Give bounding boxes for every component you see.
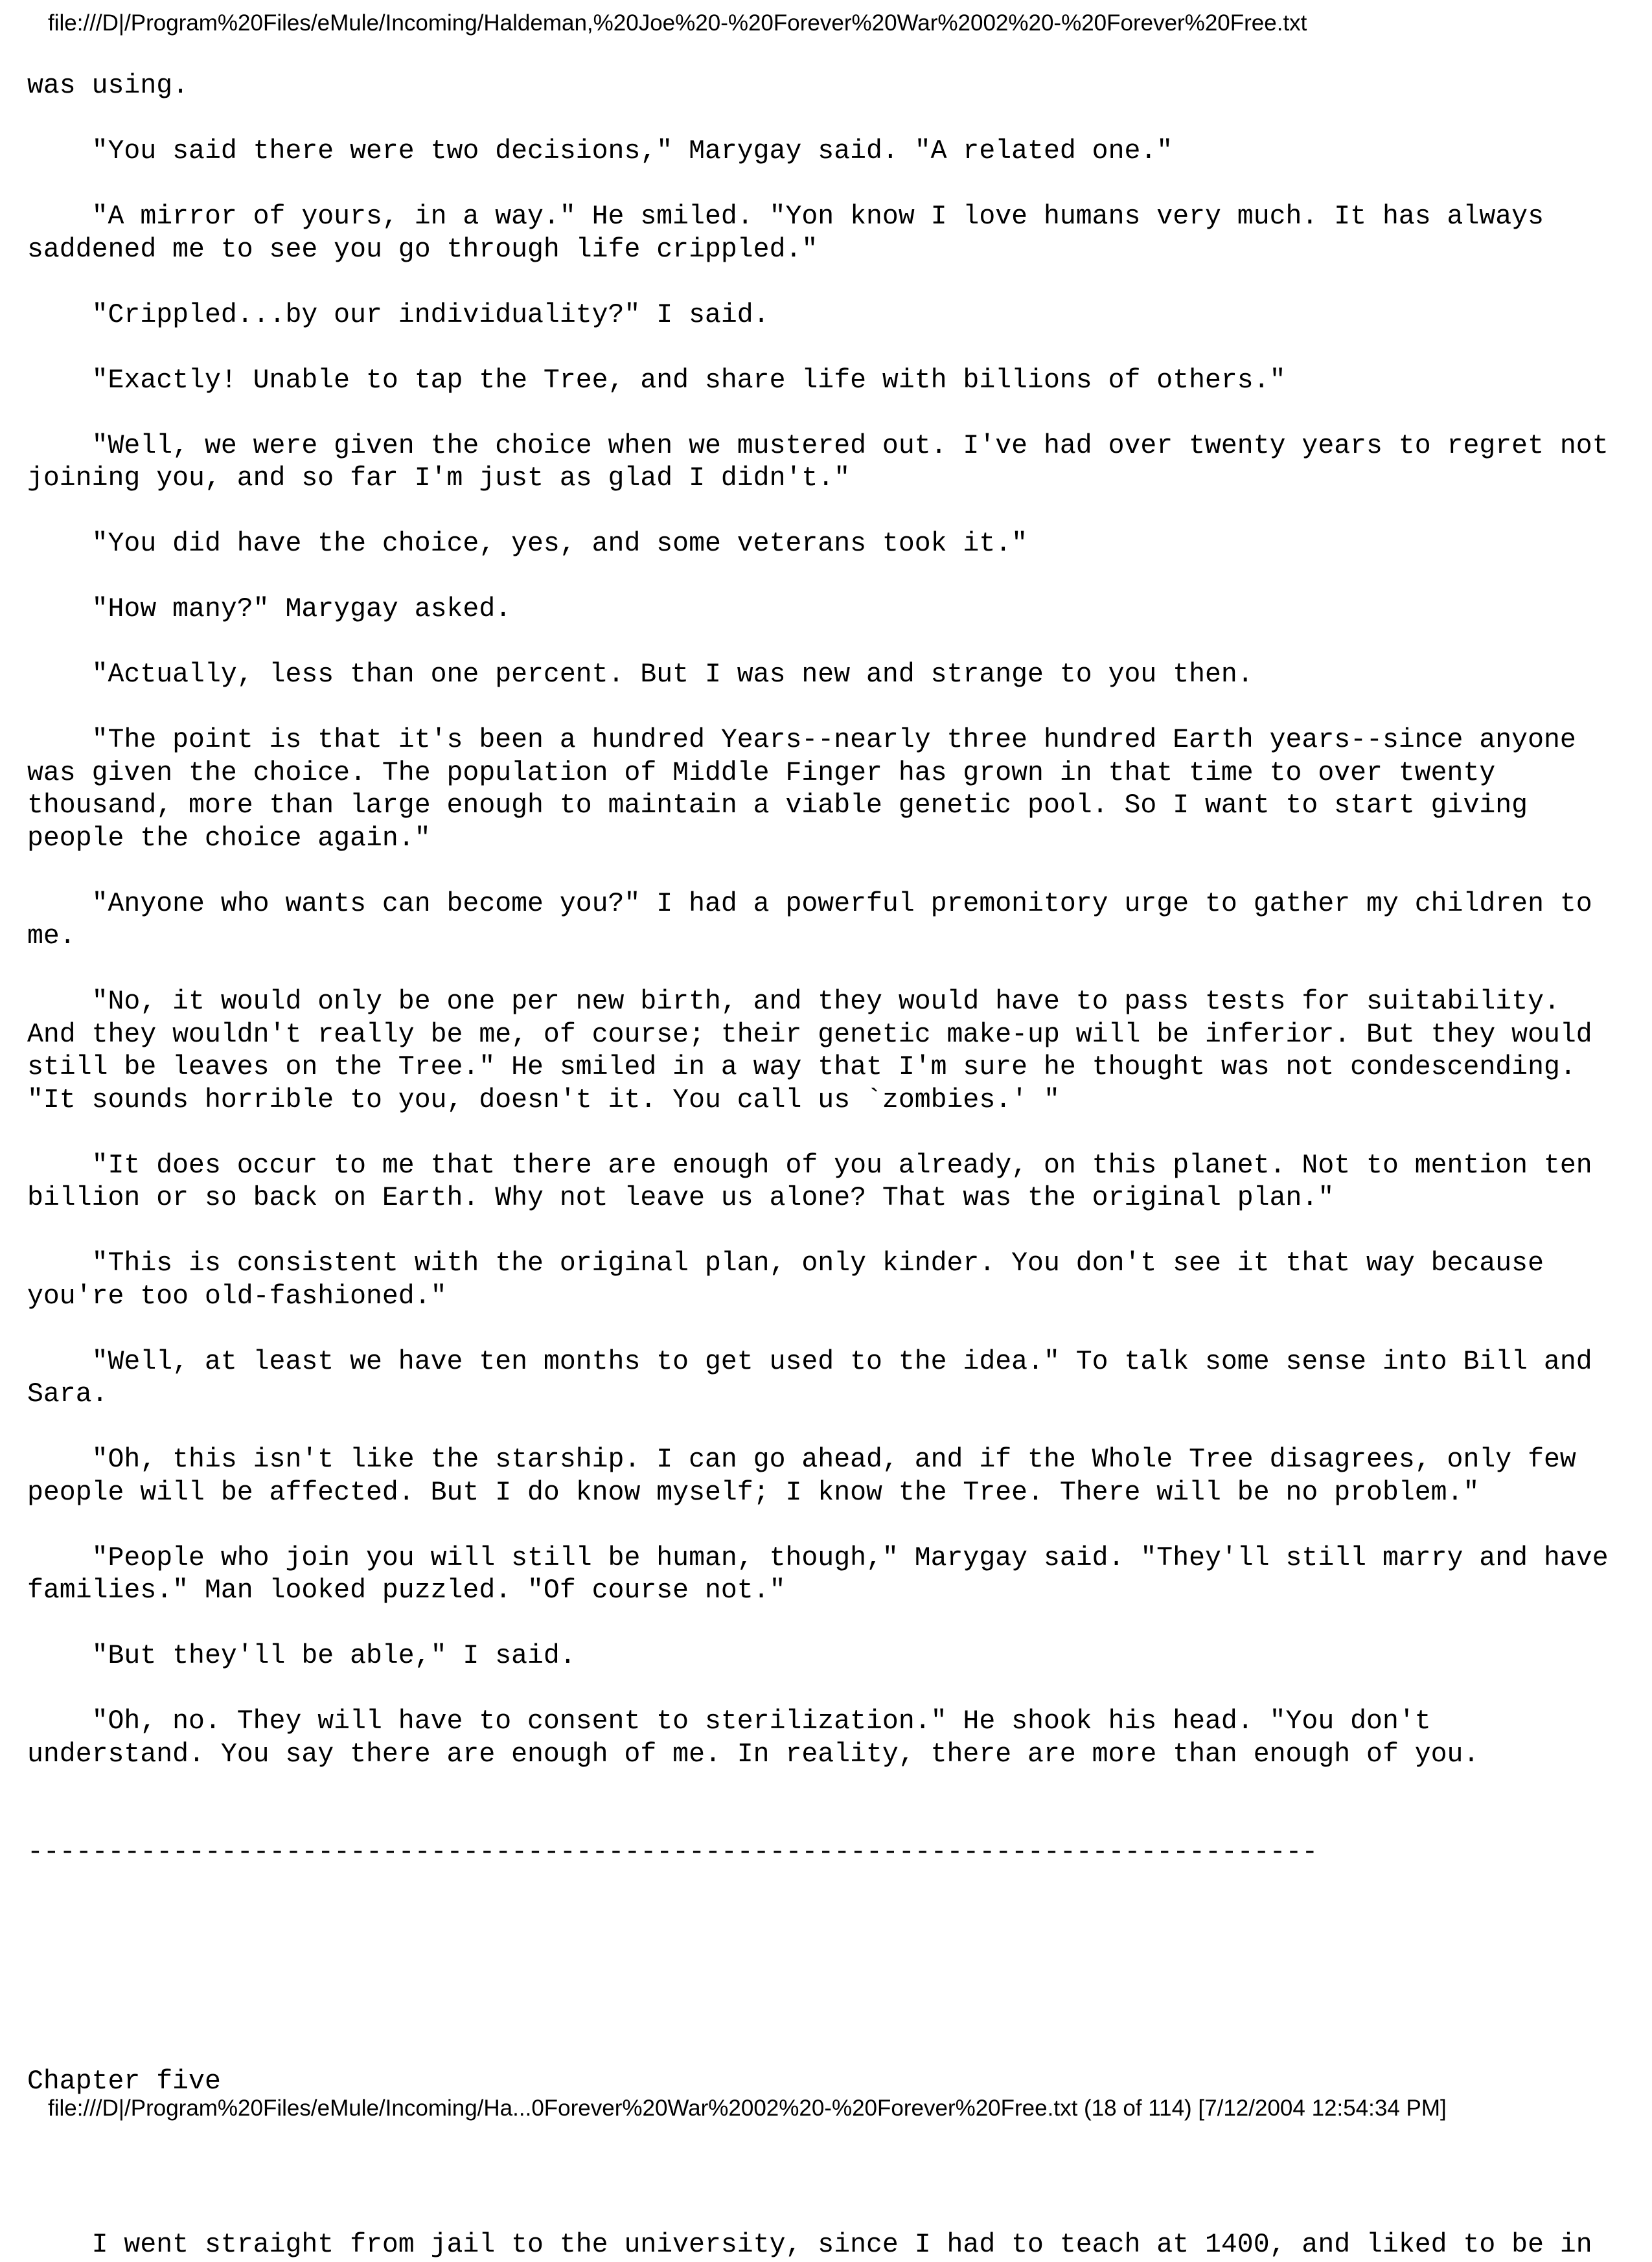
page-footer-url: file:///D|/Program%20Files/eMule/Incoming/Ha...0Forever%20War%2002%20-%20Forever%20Free.txt (18 of 114) [7/12/2004 12:54:34 PM]	[48, 2096, 1447, 2121]
page-header-url: file:///D|/Program%20Files/eMule/Incoming/Haldeman,%20Joe%20-%20Forever%20War%2002%20-%20Forever%20Free.txt	[48, 10, 1307, 36]
document-body-text: was using. "You said there were two decisions," Marygay said. "A related one." "A mirror of yours, in a way." He smiled. "Yon know I love humans very much. It has always saddened me to see you go through life crippled." "Crippled...by our individuality?" I said. "Exactly! Unable to tap the Tree, and share life with billions of others." "Well, we were given the choice when we mustered out. I've had over twenty years to regret not joining you, and so far I'm just as glad I didn't." "You did have the choice, yes, and some veterans took it." "How many?" Marygay asked. "Actually, less than one percent. But I was new and strange to you then. "The point is that it's been a hundred Years--nearly three hundred Earth years--since anyone was given the choice. The population of Middle Finger has grown in that time to over twenty thousand, more than large enough to maintain a viable genetic pool. So I want to start giving people the choice again." "Anyone who wants can become you?" I had a powerful premonitory urge to gather my children to me. "No, it would only be one per new birth, and they would have to pass tests for suitability. And they wouldn't really be me, of course; their genetic make-up will be inferior. But they would still be leaves on the Tree." He smiled in a way that I'm sure he thought was not condescending. "It sounds horrible to you, doesn't it. You call us `zombies.' " "It does occur to me that there are enough of you already, on this planet. Not to mention ten billion or so back on Earth. Why not leave us alone? That was the original plan." "This is consistent with the original plan, only kinder. You don't see it that way because you're too old-fashioned." "Well, at least we have ten months to get used to the idea." To talk some sense into Bill and Sara. "Oh, this isn't like the starship. I can go ahead, and if the Whole Tree disagrees, only few people will be affected. But I do know myself; I know the Tree. There will be no problem." "People who join you will still be human, though," Marygay said. "They'll still marry and have families." Man looked puzzled. "Of course not." "But they'll be able," I said. "Oh, no. They will have to consent to sterilization." He shook his head. "You don't understand. You say there are enough of me. In reality, there are more than enough of you. -------------------------------------------------------------------------------- Chapter five I went straight from jail to the university, since I had to teach at 1400, and liked to be in	[27, 71, 1609, 2260]
